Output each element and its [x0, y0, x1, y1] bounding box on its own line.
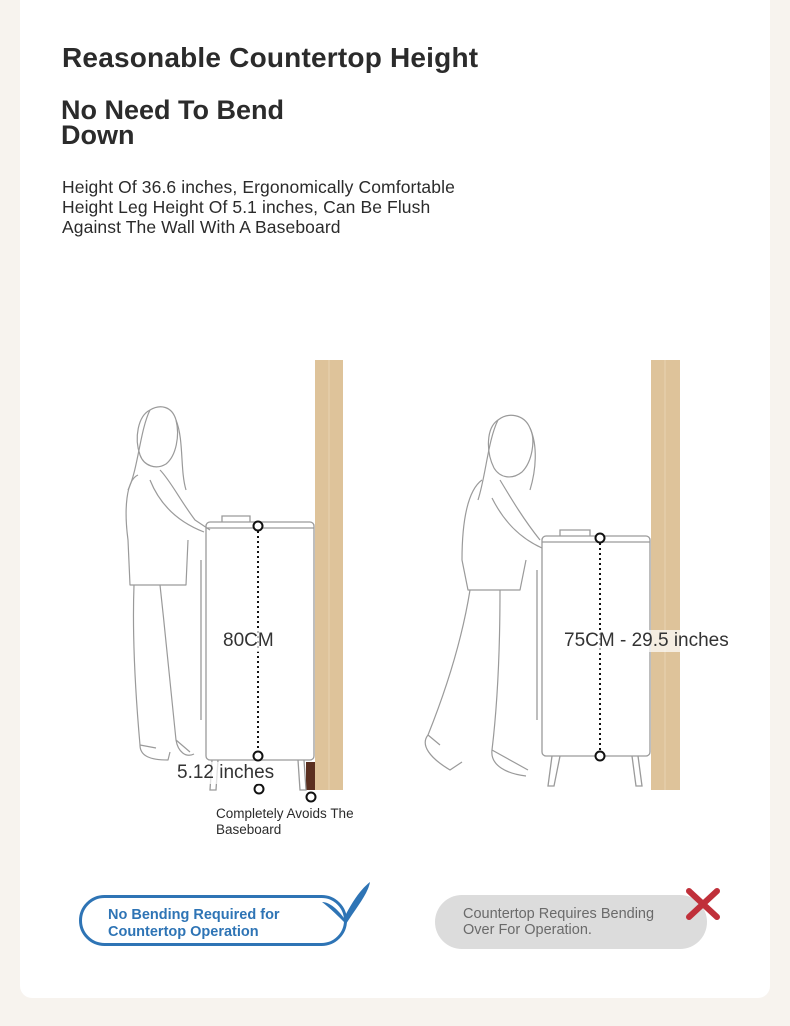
bad-comparison-text: Countertop Requires Bending Over For Operation.	[463, 906, 655, 938]
baseboard-note: Completely Avoids The Baseboard	[216, 806, 354, 837]
checkmark-icon	[320, 880, 372, 926]
right-dim-bottom-marker	[596, 752, 605, 761]
left-height-label: 80CM	[223, 630, 274, 651]
left-scene	[126, 360, 343, 802]
good-comparison-badge	[79, 895, 347, 946]
left-dim-top-marker	[254, 522, 263, 531]
description-text: Height Of 36.6 inches, Ergonomically Comfortable Height Leg Height Of 5.1 inches, Can Be Flush Against The Wall With A Baseboard	[62, 177, 455, 237]
page-title: Reasonable Countertop Height	[62, 42, 479, 73]
page-subtitle: No Need To Bend Down	[61, 95, 285, 150]
right-scene	[425, 360, 680, 790]
leg-height-label: 5.12 inches	[177, 762, 275, 783]
cross-icon	[686, 888, 720, 920]
left-person	[126, 407, 210, 760]
right-cabinet	[537, 530, 650, 786]
right-person	[425, 415, 542, 776]
leg-dim-marker	[255, 785, 264, 794]
baseboard	[306, 762, 315, 790]
right-height-label: 75CM - 29.5 inches	[564, 630, 729, 651]
baseboard-marker	[307, 793, 316, 802]
right-dim-top-marker	[596, 534, 605, 543]
left-dim-bottom-marker	[254, 752, 263, 761]
bad-comparison-badge	[435, 895, 707, 949]
good-comparison-text: No Bending Required for Countertop Operation	[108, 907, 280, 940]
